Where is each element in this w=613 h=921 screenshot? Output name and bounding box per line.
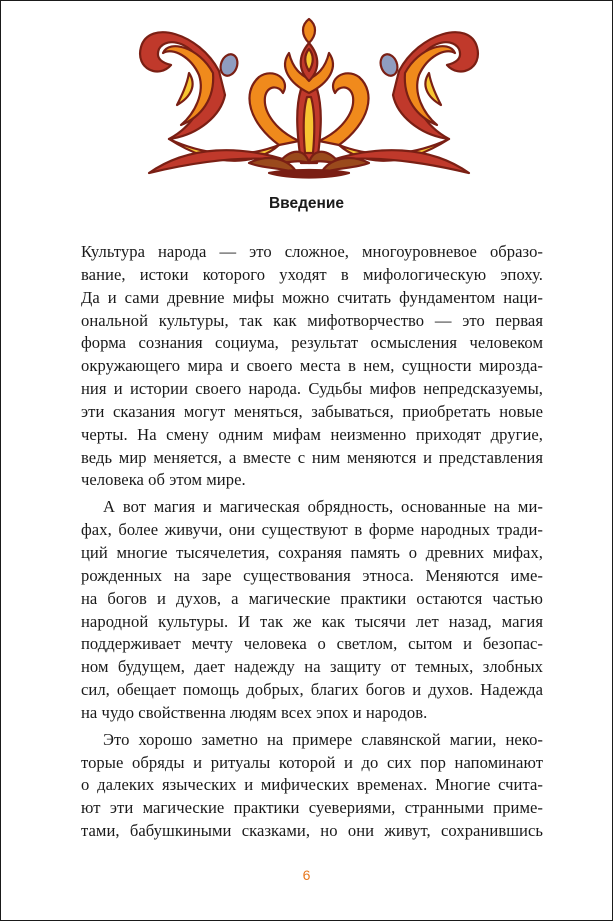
text-line: на чудо свойственна людям всех эпох и народов.	[81, 702, 428, 722]
paragraph	[81, 729, 543, 843]
text-line: Да и сами древние мифы можно считать фундаментом наци-	[81, 287, 543, 307]
text-line: человека об этом мире.	[81, 470, 246, 490]
text-line: сил, обещает помощь добрых, благих богов и духов. Надежда	[81, 680, 543, 700]
paragraph	[81, 496, 543, 724]
text-line: народной культуры. И так же как тысячи лет назад, магия	[81, 611, 543, 631]
text-line: поддерживает мечту человека о светлом, сытом и безопас-	[81, 634, 543, 654]
text-line: черты. На смену одним мифам неизменно приходят другие,	[81, 424, 543, 444]
text-line: ональной культуры, так как мифотворчество — это первая	[81, 310, 543, 330]
page-number: 6	[302, 867, 311, 883]
text-line: Культура народа — это сложное, многоуровневое образо-	[81, 242, 543, 261]
text-line: окружающего мира и своего места в нем, сущности мирозда-	[81, 356, 543, 376]
text-line: эти сказания могут меняться, забываться, приобретать новые	[81, 401, 543, 421]
text-line: ном будущем, дает надежду на защиту от темных, злобных	[81, 657, 543, 677]
body-text	[81, 241, 543, 843]
text-line: ния и истории своего народа. Судьбы мифов непредсказуемы,	[81, 379, 543, 399]
text-line: ций многие тысячелетия, сохраняя память о древних мифах,	[81, 542, 543, 562]
text-line: Это хорошо заметно на примере славянской магии, неко-	[103, 729, 543, 749]
text-line: ют эти магические практики суевериями, странными приме-	[81, 798, 543, 818]
text-line: рожденных на заре существования этноса. Меняются име-	[81, 565, 543, 585]
folk-floral-ornament-icon	[129, 13, 489, 183]
text-line: ведь мир меняется, а вместе с ним меняются и представления	[81, 447, 543, 467]
text-line: форма сознания социума, результат осмысления человеком	[81, 333, 543, 353]
text-line: фах, более живучи, они существуют в форме народных тради-	[81, 520, 543, 540]
text-line: торые обряды и ритуалы которой и до сих пор напоминают	[81, 752, 543, 772]
section-heading: Введение	[268, 195, 345, 212]
text-line: о далеких языческих и мифических временах. Многие счита-	[81, 775, 543, 795]
paragraph	[81, 241, 543, 492]
text-line: на богов и духов, а магические практики остаются частью	[81, 588, 543, 608]
text-line: тами, бабушкиными сказками, но они живут, сохранившись	[81, 821, 543, 841]
text-line: вание, истоки которого уходят в мифологическую эпоху.	[81, 264, 543, 284]
text-line: А вот магия и магическая обрядность, основанные на ми-	[103, 497, 543, 517]
